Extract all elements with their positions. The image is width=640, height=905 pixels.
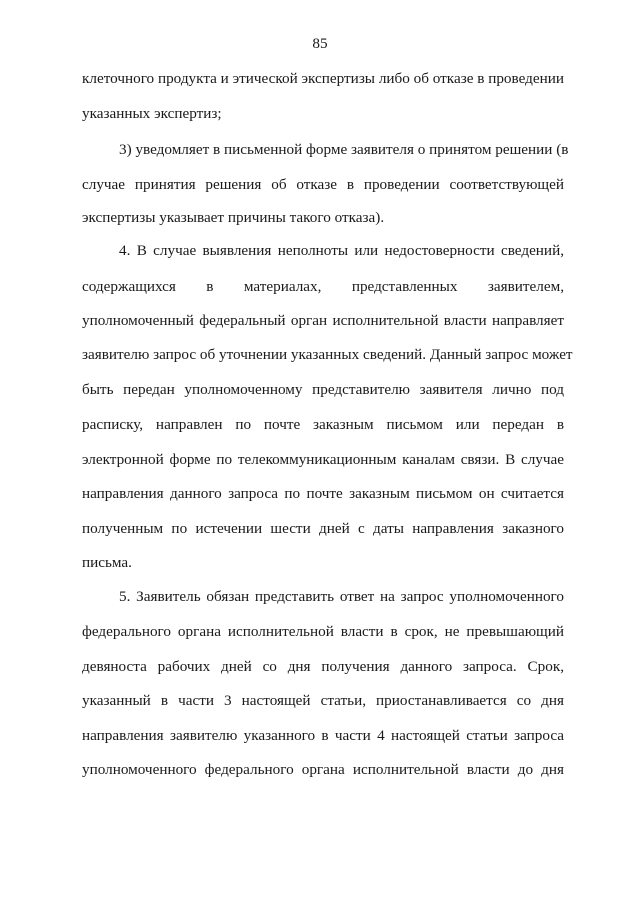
text-line: направления данного запроса по почте заказным письмом он считается bbox=[82, 485, 564, 502]
text-line: быть передан уполномоченному представителю заявителя лично под bbox=[82, 381, 564, 398]
text-line: содержащихся в материалах, представленных заявителем, bbox=[82, 278, 564, 295]
text-line: заявителю запрос об уточнении указанных сведений. Данный запрос может bbox=[82, 346, 573, 363]
page-number: 85 bbox=[312, 35, 328, 52]
text-line: полученным по истечении шести дней с даты направления заказного bbox=[82, 520, 564, 537]
text-line: девяноста рабочих дней со дня получения данного запроса. Срок, bbox=[82, 658, 564, 675]
text-line: 3) уведомляет в письменной форме заявителя о принятом решении (в bbox=[119, 141, 569, 158]
text-line: экспертизы указывает причины такого отказа). bbox=[82, 209, 385, 226]
text-line: федерального органа исполнительной власти в срок, не превышающий bbox=[82, 623, 564, 640]
text-line: 5. Заявитель обязан представить ответ на запрос уполномоченного bbox=[119, 588, 564, 605]
text-line: письма. bbox=[82, 554, 132, 571]
text-line: расписку, направлен по почте заказным письмом или передан в bbox=[82, 416, 564, 433]
text-line: направления заявителю указанного в части 4 настоящей статьи запроса bbox=[82, 727, 564, 744]
text-line: клеточного продукта и этической экспертизы либо об отказе в проведении bbox=[82, 70, 564, 87]
text-line: электронной форме по телекоммуникационным каналам связи. В случае bbox=[82, 451, 564, 468]
text-line: указанных экспертиз; bbox=[82, 105, 222, 122]
text-line: уполномоченного федерального органа исполнительной власти до дня bbox=[82, 761, 564, 778]
text-line: 4. В случае выявления неполноты или недостоверности сведений, bbox=[119, 242, 564, 259]
text-line: случае принятия решения об отказе в проведении соответствующей bbox=[82, 176, 564, 193]
text-line: уполномоченный федеральный орган исполнительной власти направляет bbox=[82, 312, 564, 329]
text-line: указанный в части 3 настоящей статьи, приостанавливается со дня bbox=[82, 692, 564, 709]
